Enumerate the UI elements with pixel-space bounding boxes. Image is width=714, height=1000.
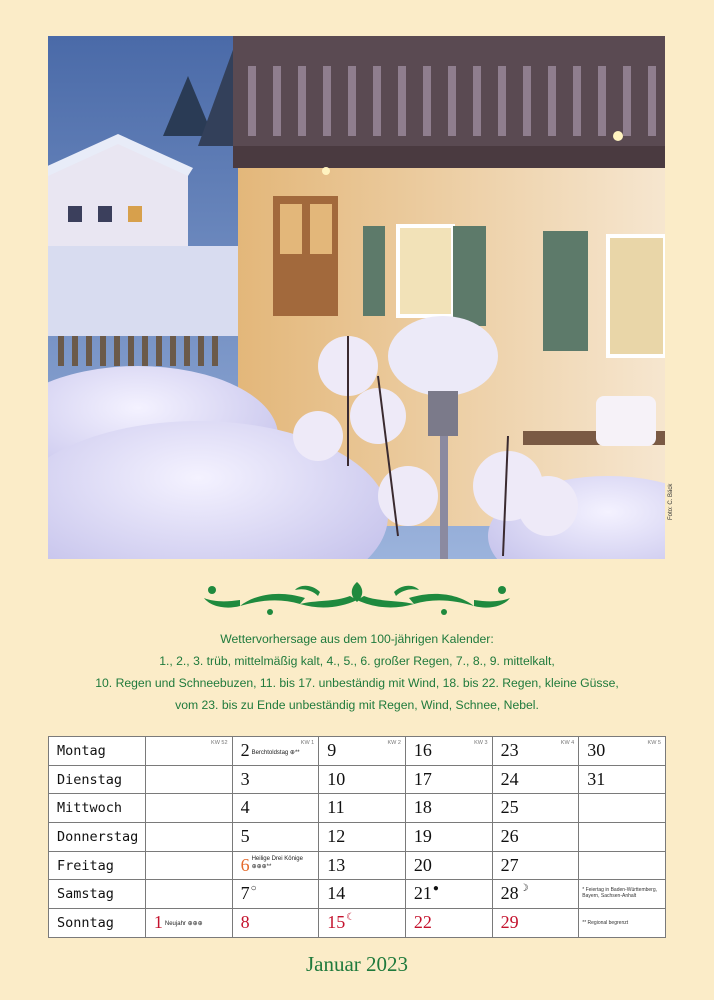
week-number: KW 1 (300, 740, 315, 746)
last-quarter-moon-icon: ☾ (346, 912, 356, 924)
day-number-holiday: 1 (153, 912, 163, 933)
day-number: 9 (327, 740, 337, 760)
calendar-cell (405, 794, 492, 823)
calendar-cell (145, 823, 232, 852)
ornament-divider (200, 578, 515, 618)
day-number-sunday: 29 (500, 912, 519, 933)
calendar-cell (492, 823, 579, 852)
calendar-cell (492, 909, 579, 938)
day-number-value: 7 (240, 883, 250, 904)
forecast-line: 10. Regen und Schneebuzen, 11. bis 17. unbeständig mit Wind, 18. bis 22. Regen, kleine Güsse, (95, 676, 619, 690)
calendar-cell (145, 851, 232, 880)
calendar-row-friday (49, 851, 666, 880)
first-quarter-moon-icon: ○ (250, 883, 257, 895)
weekday-label: Montag (49, 737, 146, 766)
calendar-row-saturday (49, 880, 666, 909)
forecast-heading: Wettervorhersage aus dem 100-jährigen Kalender: (220, 632, 494, 646)
day-number-sunday (327, 912, 355, 933)
calendar-cell (579, 851, 666, 880)
day-number: 17 (413, 768, 432, 789)
new-moon-icon: ☽ (519, 883, 529, 895)
calendar-cell (232, 765, 319, 794)
calendar-cell (319, 737, 406, 766)
day-number (241, 883, 257, 904)
calendar-cell (145, 737, 232, 766)
day-number: 14 (327, 883, 346, 904)
weekday-label: Sonntag (49, 909, 146, 938)
week-number: KW 52 (211, 740, 228, 746)
day-number: 3 (240, 768, 250, 789)
holiday-note: Neujahr ⊕⊕⊕ (164, 921, 203, 928)
day-number: 26 (500, 826, 519, 847)
calendar-cell (319, 851, 406, 880)
day-number: 25 (500, 797, 519, 818)
calendar-cell (319, 909, 406, 938)
footnote-regional: ** Regional begrenzt (582, 920, 629, 927)
day-number: 4 (240, 797, 250, 818)
day-number: 23 (500, 740, 519, 760)
calendar-row-tuesday (49, 765, 666, 794)
calendar-cell (405, 737, 492, 766)
calendar-cell (579, 823, 666, 852)
calendar-cell (145, 909, 232, 938)
calendar-cell (579, 737, 666, 766)
holiday-note: Berchtoldstag ⊕** (251, 750, 300, 756)
weekday-label: Dienstag (49, 765, 146, 794)
day-number: 20 (413, 854, 432, 875)
calendar-cell (492, 851, 579, 880)
day-number-regional-holiday: 6 (240, 854, 250, 875)
calendar-row-thursday (49, 823, 666, 852)
weekday-label: Freitag (49, 851, 146, 880)
calendar-cell (579, 880, 666, 909)
calendar-cell (492, 765, 579, 794)
day-number: 31 (587, 768, 606, 789)
day-number-value: 21 (413, 883, 432, 904)
calendar-cell (579, 909, 666, 938)
week-number: KW 4 (560, 740, 575, 746)
calendar-cell (232, 851, 319, 880)
day-number-value: 15 (327, 912, 346, 933)
calendar-row-monday (49, 737, 666, 766)
forecast-line: 1., 2., 3. trüb, mittelmäßig kalt, 4., 5., 6. großer Regen, 7., 8., 9. mittelkalt, (159, 654, 555, 668)
calendar-cell (145, 765, 232, 794)
calendar-cell (145, 794, 232, 823)
day-number: 10 (327, 768, 346, 789)
holiday-note: Heilige Drei Könige (251, 855, 303, 862)
weekday-label: Donnerstag (49, 823, 146, 852)
calendar-cell (319, 794, 406, 823)
calendar-cell (405, 765, 492, 794)
calendar-cell (145, 880, 232, 909)
winter-house-photo (48, 36, 665, 559)
photo-credit: Foto: C. Bäck (668, 483, 674, 520)
day-number: 12 (327, 826, 346, 847)
day-number: 19 (413, 826, 432, 847)
calendar-row-sunday (49, 909, 666, 938)
calendar-cell (492, 794, 579, 823)
calendar-cell (492, 737, 579, 766)
calendar-cell (319, 880, 406, 909)
calendar-cell (405, 851, 492, 880)
calendar-cell (232, 823, 319, 852)
day-number (501, 883, 529, 904)
full-moon-icon: ● (432, 883, 439, 895)
day-number: 5 (240, 826, 250, 847)
day-number: 27 (500, 854, 519, 875)
calendar-cell (232, 880, 319, 909)
calendar-cell (405, 880, 492, 909)
weekday-label: Samstag (49, 880, 146, 909)
week-number: KW 2 (387, 740, 401, 746)
calendar-cell (319, 823, 406, 852)
footnote-holiday-states: Bayern, Sachsen-Anhalt (582, 893, 637, 900)
day-number: 18 (413, 797, 432, 818)
day-number-value: 28 (500, 883, 519, 904)
calendar-cell (232, 737, 319, 766)
calendar-cell (579, 765, 666, 794)
forecast-line: vom 23. bis zu Ende unbeständig mit Regen, Wind, Schnee, Nebel. (175, 698, 539, 712)
day-number: 13 (327, 854, 346, 875)
weekday-label: Mittwoch (49, 794, 146, 823)
weather-forecast (60, 628, 654, 716)
day-number: 2 (240, 740, 250, 760)
day-number: 24 (500, 768, 519, 789)
calendar-cell (232, 909, 319, 938)
week-number: KW 3 (474, 740, 488, 746)
week-number: KW 5 (647, 740, 661, 746)
holiday-symbols: ⊕⊕⊕** (251, 863, 272, 870)
calendar-grid (48, 736, 666, 938)
calendar-cell (405, 909, 492, 938)
calendar-cell (492, 880, 579, 909)
calendar-cell (319, 765, 406, 794)
calendar-cell (579, 794, 666, 823)
day-number (414, 883, 439, 904)
calendar-row-wednesday (49, 794, 666, 823)
day-number: 16 (413, 740, 432, 760)
calendar-cell (405, 823, 492, 852)
day-number-sunday: 22 (413, 912, 432, 933)
footnote-holiday: * Feiertag in Baden-Württemberg, (582, 887, 658, 894)
day-number: 11 (327, 797, 345, 818)
day-number-sunday: 8 (240, 912, 250, 933)
day-number: 30 (587, 740, 606, 760)
month-title: Januar 2023 (305, 952, 409, 976)
calendar-cell (232, 794, 319, 823)
